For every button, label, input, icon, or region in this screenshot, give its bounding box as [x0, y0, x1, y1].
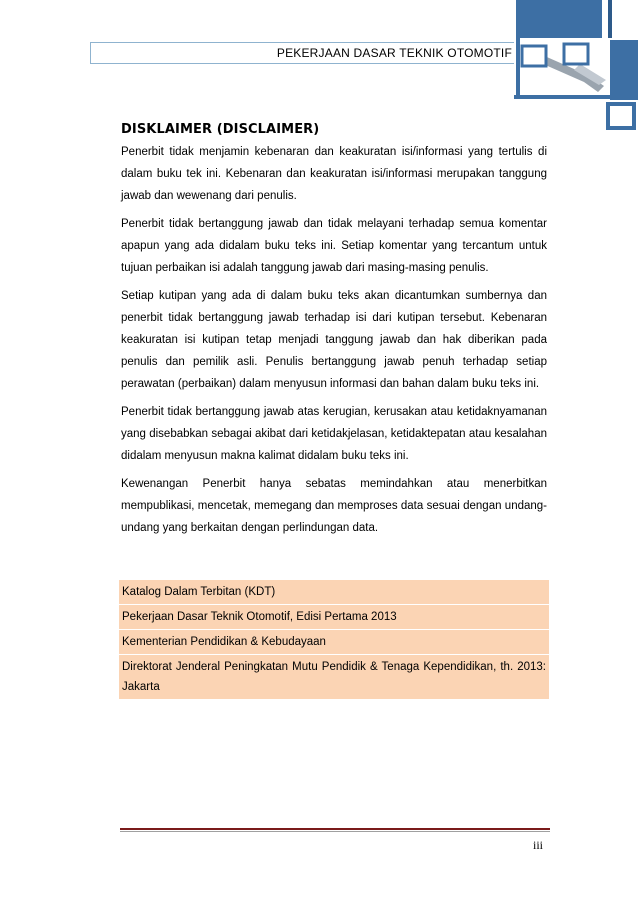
kdt-row: Direktorat Jenderal Peningkatan Mutu Pendidik & Tenaga Kependidikan, th. 2013: Jakarta: [119, 655, 549, 700]
square-icon: [522, 46, 546, 66]
disclaimer-body: [121, 141, 547, 545]
kdt-row: Kementerian Pendidikan & Kebudayaan: [119, 630, 549, 655]
square-icon: [564, 44, 588, 64]
page-number: iii: [533, 838, 544, 852]
paragraph: Penerbit tidak bertanggung jawab dan tidak melayani terhadap semua komentar apapun yang ada didalam buku teks ini. Setiap komentar yang tercantum untuk tujuan perbaikan isi adalah tanggung jawab dari masing-masing penulis.: [121, 218, 547, 274]
paragraph: Penerbit tidak bertanggung jawab atas kerugian, kerusakan atau ketidaknyamanan yang disebabkan sebagai akibat dari ketidakjelasan, ketidaktepatan atau kesalahan didalam menyusun makna kalimat didalam buku teks ini.: [121, 406, 547, 462]
footer-rule: [120, 828, 550, 830]
corner-square-icon: [604, 100, 638, 132]
kdt-catalog-box: [119, 580, 549, 700]
corner-side-bar: [604, 40, 638, 100]
paragraph: Kewenangan Penerbit hanya sebatas memindahkan atau menerbitkan mempublikasi, mencetak, memegang dan memproses data sesuai dengan undang-undang yang berkaitan dengan perlindungan data.: [121, 478, 547, 534]
footer-rule-thin: [120, 831, 550, 832]
paragraph: Penerbit tidak menjamin kebenaran dan keakuratan isi/informasi yang tertulis di dalam buku tek ini. Kebenaran dan keakuratan isi/informasi merupakan tanggung jawab dan wewenang dari penulis.: [121, 146, 547, 202]
kdt-row: Pekerjaan Dasar Teknik Otomotif, Edisi Pertama 2013: [119, 605, 549, 630]
corner-block: [516, 0, 602, 38]
page-header: [90, 42, 518, 64]
page-heading: DISKLAIMER (DISCLAIMER): [121, 122, 320, 137]
paragraph: Setiap kutipan yang ada di dalam buku teks akan dicantumkan sumbernya dan penerbit tidak bertanggung jawab terhadap isi dari kutipan tersebut. Kebenaran keakuratan isi kutipan tetap menjadi tanggung jawab dan hak diberikan pada penulis dan pemilik asli. Penulis bertanggung jawab penuh terhadap setiap perawatan (perbaikan) dalam menyusun informasi dan bahan dalam buku teks ini.: [121, 290, 547, 390]
header-title: PEKERJAAN DASAR TEKNIK OTOMOTIF: [276, 46, 512, 60]
kdt-row: Katalog Dalam Terbitan (KDT): [119, 580, 549, 605]
